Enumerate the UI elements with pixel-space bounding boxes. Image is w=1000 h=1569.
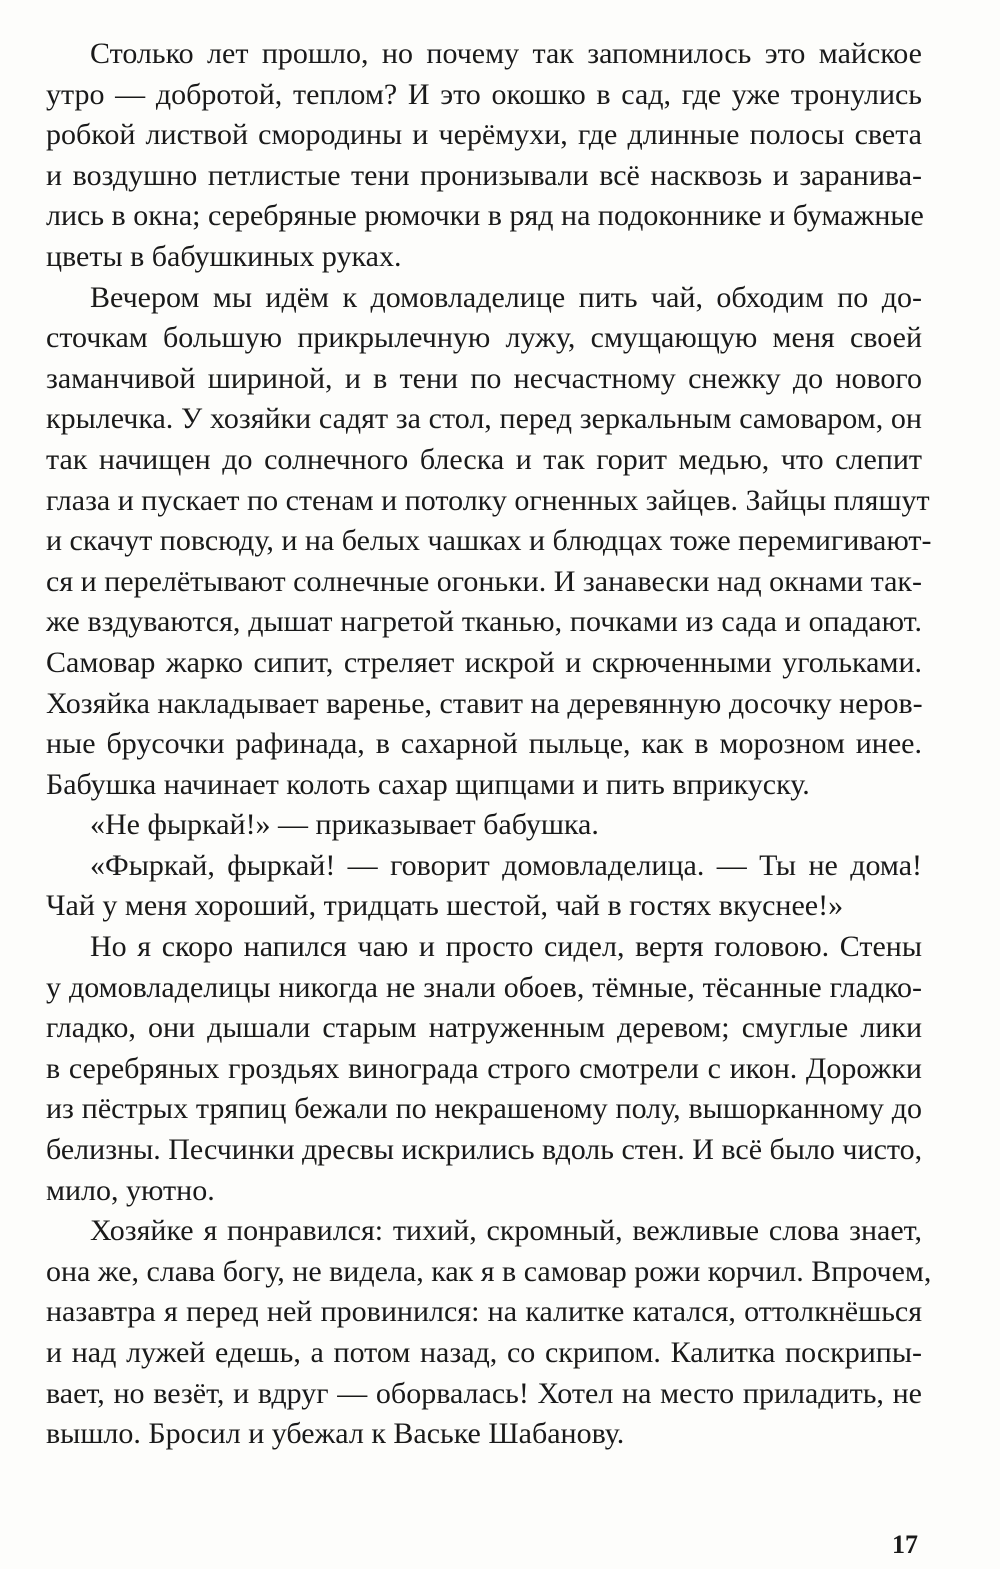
text-line: и над лужей едешь, а потом назад, со скрипом. Калитка поскрипы- xyxy=(46,1336,922,1369)
text-line: из пёстрых тряпиц бежали по некрашеному полу, вышорканному до xyxy=(46,1092,922,1126)
text-line: заманчивой шириной, и в тени по несчастному снежку до нового xyxy=(46,361,922,395)
text-line: лись в окна; серебряные рюмочки в ряд на подоконнике и бумажные xyxy=(46,199,924,233)
text-line: она же, слава богу, не видела, как я в самовар рожи корчил. Впрочем, xyxy=(46,1254,932,1288)
body-text xyxy=(46,34,932,1455)
text-line: в серебряных гроздьях винограда строго смотрели с икон. Дорожки xyxy=(46,1051,922,1085)
paragraph xyxy=(46,927,922,1211)
paragraph xyxy=(46,805,922,846)
paragraph xyxy=(46,34,922,278)
text-line: белизны. Песчинки дресвы искрились вдоль стен. И всё было чисто, xyxy=(46,1133,923,1167)
text-line: и скачут повсюду, и на белых чашках и блюдцах тоже перемигивают- xyxy=(46,524,932,558)
text-line: «Не фыркай!» — приказывает бабушка. xyxy=(90,808,599,842)
text-line: гладко, они дышали старым натруженным деревом; смуглые лики xyxy=(46,1011,922,1045)
text-line: Самовар жарко сипит, стреляет искрой и скрюченными угольками. xyxy=(46,645,922,679)
text-line: Хозяйка накладывает варенье, ставит на деревянную досочку неров- xyxy=(46,686,923,720)
paragraph xyxy=(46,278,932,806)
text-line: у домовладелицы никогда не знали обоев, тёмные, тёсанные гладко- xyxy=(46,970,922,1004)
text-line: и воздушно петлистые тени пронизывали всё насквозь и заранива- xyxy=(46,158,922,192)
text-line: Но я скоро напился чаю и просто сидел, вертя головою. Стены xyxy=(90,930,922,964)
text-line: так начищен до солнечного блеска и так горит медью, что слепит xyxy=(46,442,922,476)
text-line: робкой листвой смородины и черёмухи, где длинные полосы света xyxy=(46,118,922,152)
text-line: глаза и пускает по стенам и потолку огненных зайцев. Зайцы пляшут xyxy=(46,483,930,517)
text-line: Бабушка начинает колоть сахар щипцами и пить вприкуску. xyxy=(46,767,810,801)
text-line: Чай у меня хороший, тридцать шестой, чай в гостях вкуснее!» xyxy=(46,889,844,923)
text-line: «Фыркай, фыркай! — говорит домовладелица. — Ты не дома! xyxy=(90,848,922,882)
text-line: же вздуваются, дышат нагретой тканью, почками из сада и опадают. xyxy=(46,605,922,639)
text-line: Столько лет прошло, но почему так запомнилось это майское xyxy=(90,37,922,70)
text-line: утро — добротой, теплом? И это окошко в сад, где уже тронулись xyxy=(46,77,922,111)
text-line: крылечка. У хозяйки садят за стол, перед зеркальным самоваром, он xyxy=(46,402,922,436)
text-line: мило, уютно. xyxy=(46,1173,215,1207)
text-line: ные брусочки рафинада, в сахарной пыльце, как в морозном инее. xyxy=(46,727,922,761)
text-line: Хозяйке я понравился: тихий, скромный, вежливые слова знает, xyxy=(90,1214,922,1248)
text-line: ся и перелётывают солнечные огоньки. И занавески над окнами так- xyxy=(46,564,922,598)
text-line: сточкам большую прикрылечную лужу, смущающую меня своей xyxy=(46,321,922,355)
text-line: цветы в бабушкиных руках. xyxy=(46,239,402,273)
text-line: вает, но везёт, и вдруг — оборвалась! Хотел на место приладить, не xyxy=(46,1376,922,1410)
text-line: вышло. Бросил и убежал к Ваське Шабанову. xyxy=(46,1417,625,1451)
text-line: Вечером мы идём к домовладелице пить чай, обходим по до- xyxy=(90,280,922,314)
text-line: назавтра я перед ней провинился: на калитке катался, оттолкнёшься xyxy=(46,1295,922,1329)
paragraph xyxy=(46,846,922,927)
page-number: 17 xyxy=(892,1530,918,1559)
paragraph xyxy=(46,1211,932,1455)
